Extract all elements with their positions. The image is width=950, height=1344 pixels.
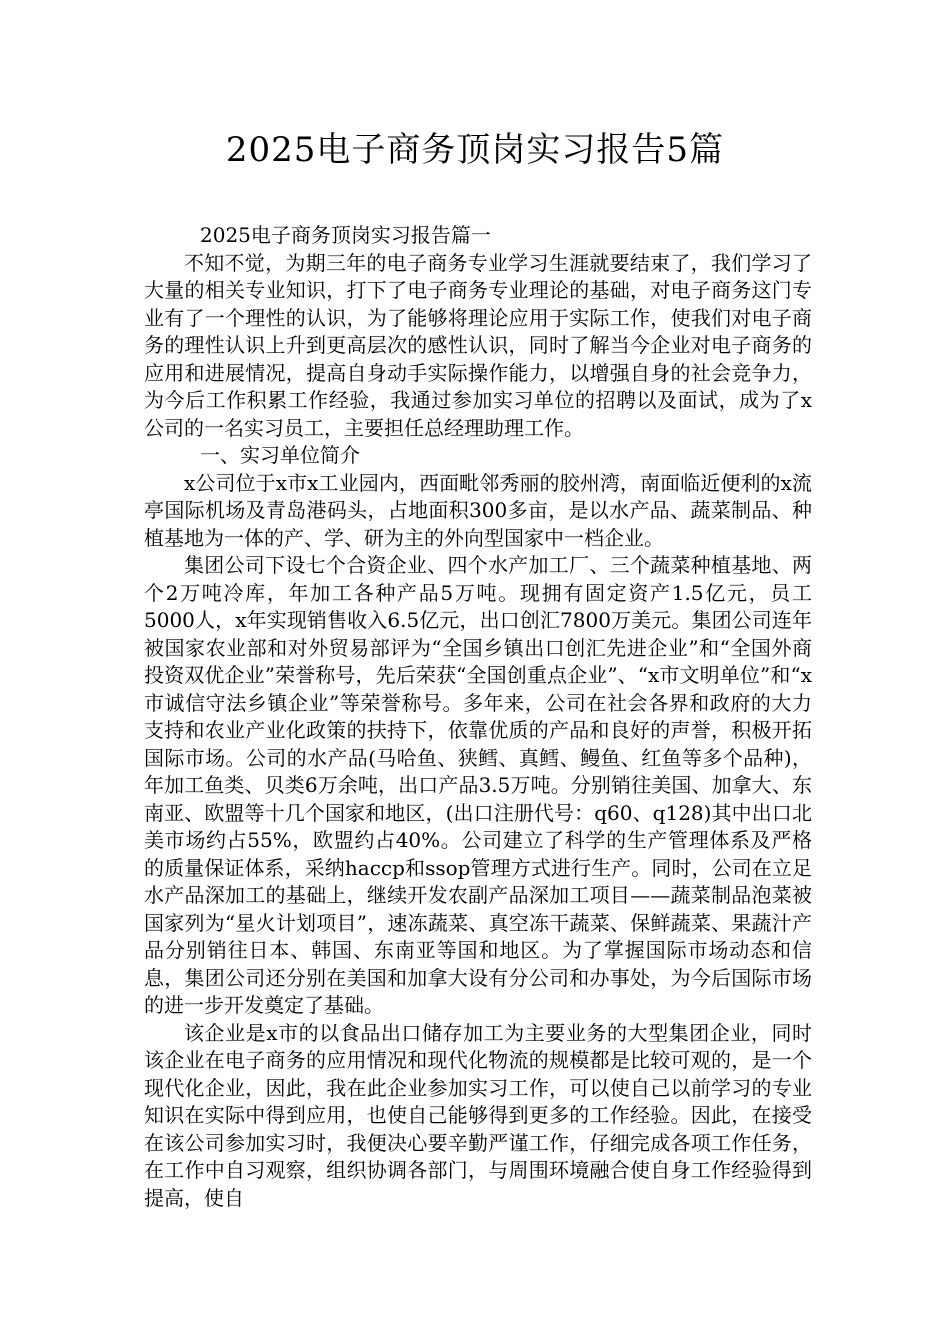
paragraph-group-company: 集团公司下设七个合资企业、四个水产加工厂、三个蔬菜种植基地、两个2万吨冷库，年加工各种产品5万吨。现拥有固定资产1.5亿元，员工5000人，x年实现销售收入6.5亿元，出口创汇7800万美元。集团公司连年被国家农业部和对外贸易部评为“全国乡镇出口创汇先进企业”和“全国外商投资双优企业”荣誉称号，先后荣获“全国创重点企业”、“x市文明单位”和“x市诚信守法乡镇企业”等荣誉称号。多年来，公司在社会各界和政府的大力支持和农业产业化政策的扶持下，依靠优质的产品和良好的声誉，积极开拓国际市场。公司的水产品(马哈鱼、狭鳕、真鳕、鳗鱼、红鱼等多个品种)，年加工鱼类、贝类6万余吨，出口产品3.5万吨。分别销往美国、加拿大、东南亚、欧盟等十几个国家和地区，(出口注册代号：q60、q128)其中出口北美市场约占55%，欧盟约占40%。公司建立了科学的生产管理体系及严格的质量保证体系，采纳haccp和ssop管理方式进行生产。同时，公司在立足水产品深加工的基础上，继续开发农副产品深加工项目——蔬菜制品泡菜被国家列为“星火计划项目”，速冻蔬菜、真空冻干蔬菜、保鲜蔬菜、果蔬汁产品分别销往日本、韩国、东南亚等国和地区。为了掌握国际市场动态和信息，集团公司还分别在美国和加拿大设有分公司和办事处，为今后国际市场的进一步开发奠定了基础。 [144,553,812,1017]
paragraph-intro: 不知不觉，为期三年的电子商务专业学习生涯就要结束了，我们学习了大量的相关专业知识，打下了电子商务专业理论的基础，对电子商务这门专业有了一个理性的认识，为了能够将理论应用于实际工作，使我们对电子商务的理性认识上升到更高层次的感性认识，同时了解当今企业对电子商务的应用和进展情况，提高自身动手实际操作能力，以增强自身的社会竞争力，为今后工作积累工作经验，我通过参加实习单位的招聘以及面试，成为了x公司的一名实习员工，主要担任总经理助理工作。 [144,250,812,440]
document-body [144,222,812,1212]
document-title: 2025电子商务顶岗实习报告5篇 [225,130,725,170]
section-title: 2025电子商务顶岗实习报告篇一 [200,223,491,247]
section-heading: 一、实习单位简介 [200,443,360,467]
paragraph-enterprise: 该企业是x市的以食品出口储存加工为主要业务的大型集团企业，同时该企业在电子商务的应用情况和现代化物流的规模都是比较可观的，是一个现代化企业，因此，我在此企业参加实习工作，可以使自己以前学习的专业知识在实际中得到应用，也使自己能够得到更多的工作经验。因此，在接受在该公司参加实习时，我便决心要辛勤严谨工作，仔细完成各项工作任务，在工作中自习观察，组织协调各部门，与周围环境融合使自身工作经验得到提高，使自 [144,1020,812,1210]
paragraph-location: x公司位于x市x工业园内，西面毗邻秀丽的胶州湾，南面临近便利的x流亭国际机场及青岛港码头，占地面积300多亩，是以水产品、蔬菜制品、种植基地为一体的产、学、研为主的外向型国家中一档企业。 [144,470,812,550]
